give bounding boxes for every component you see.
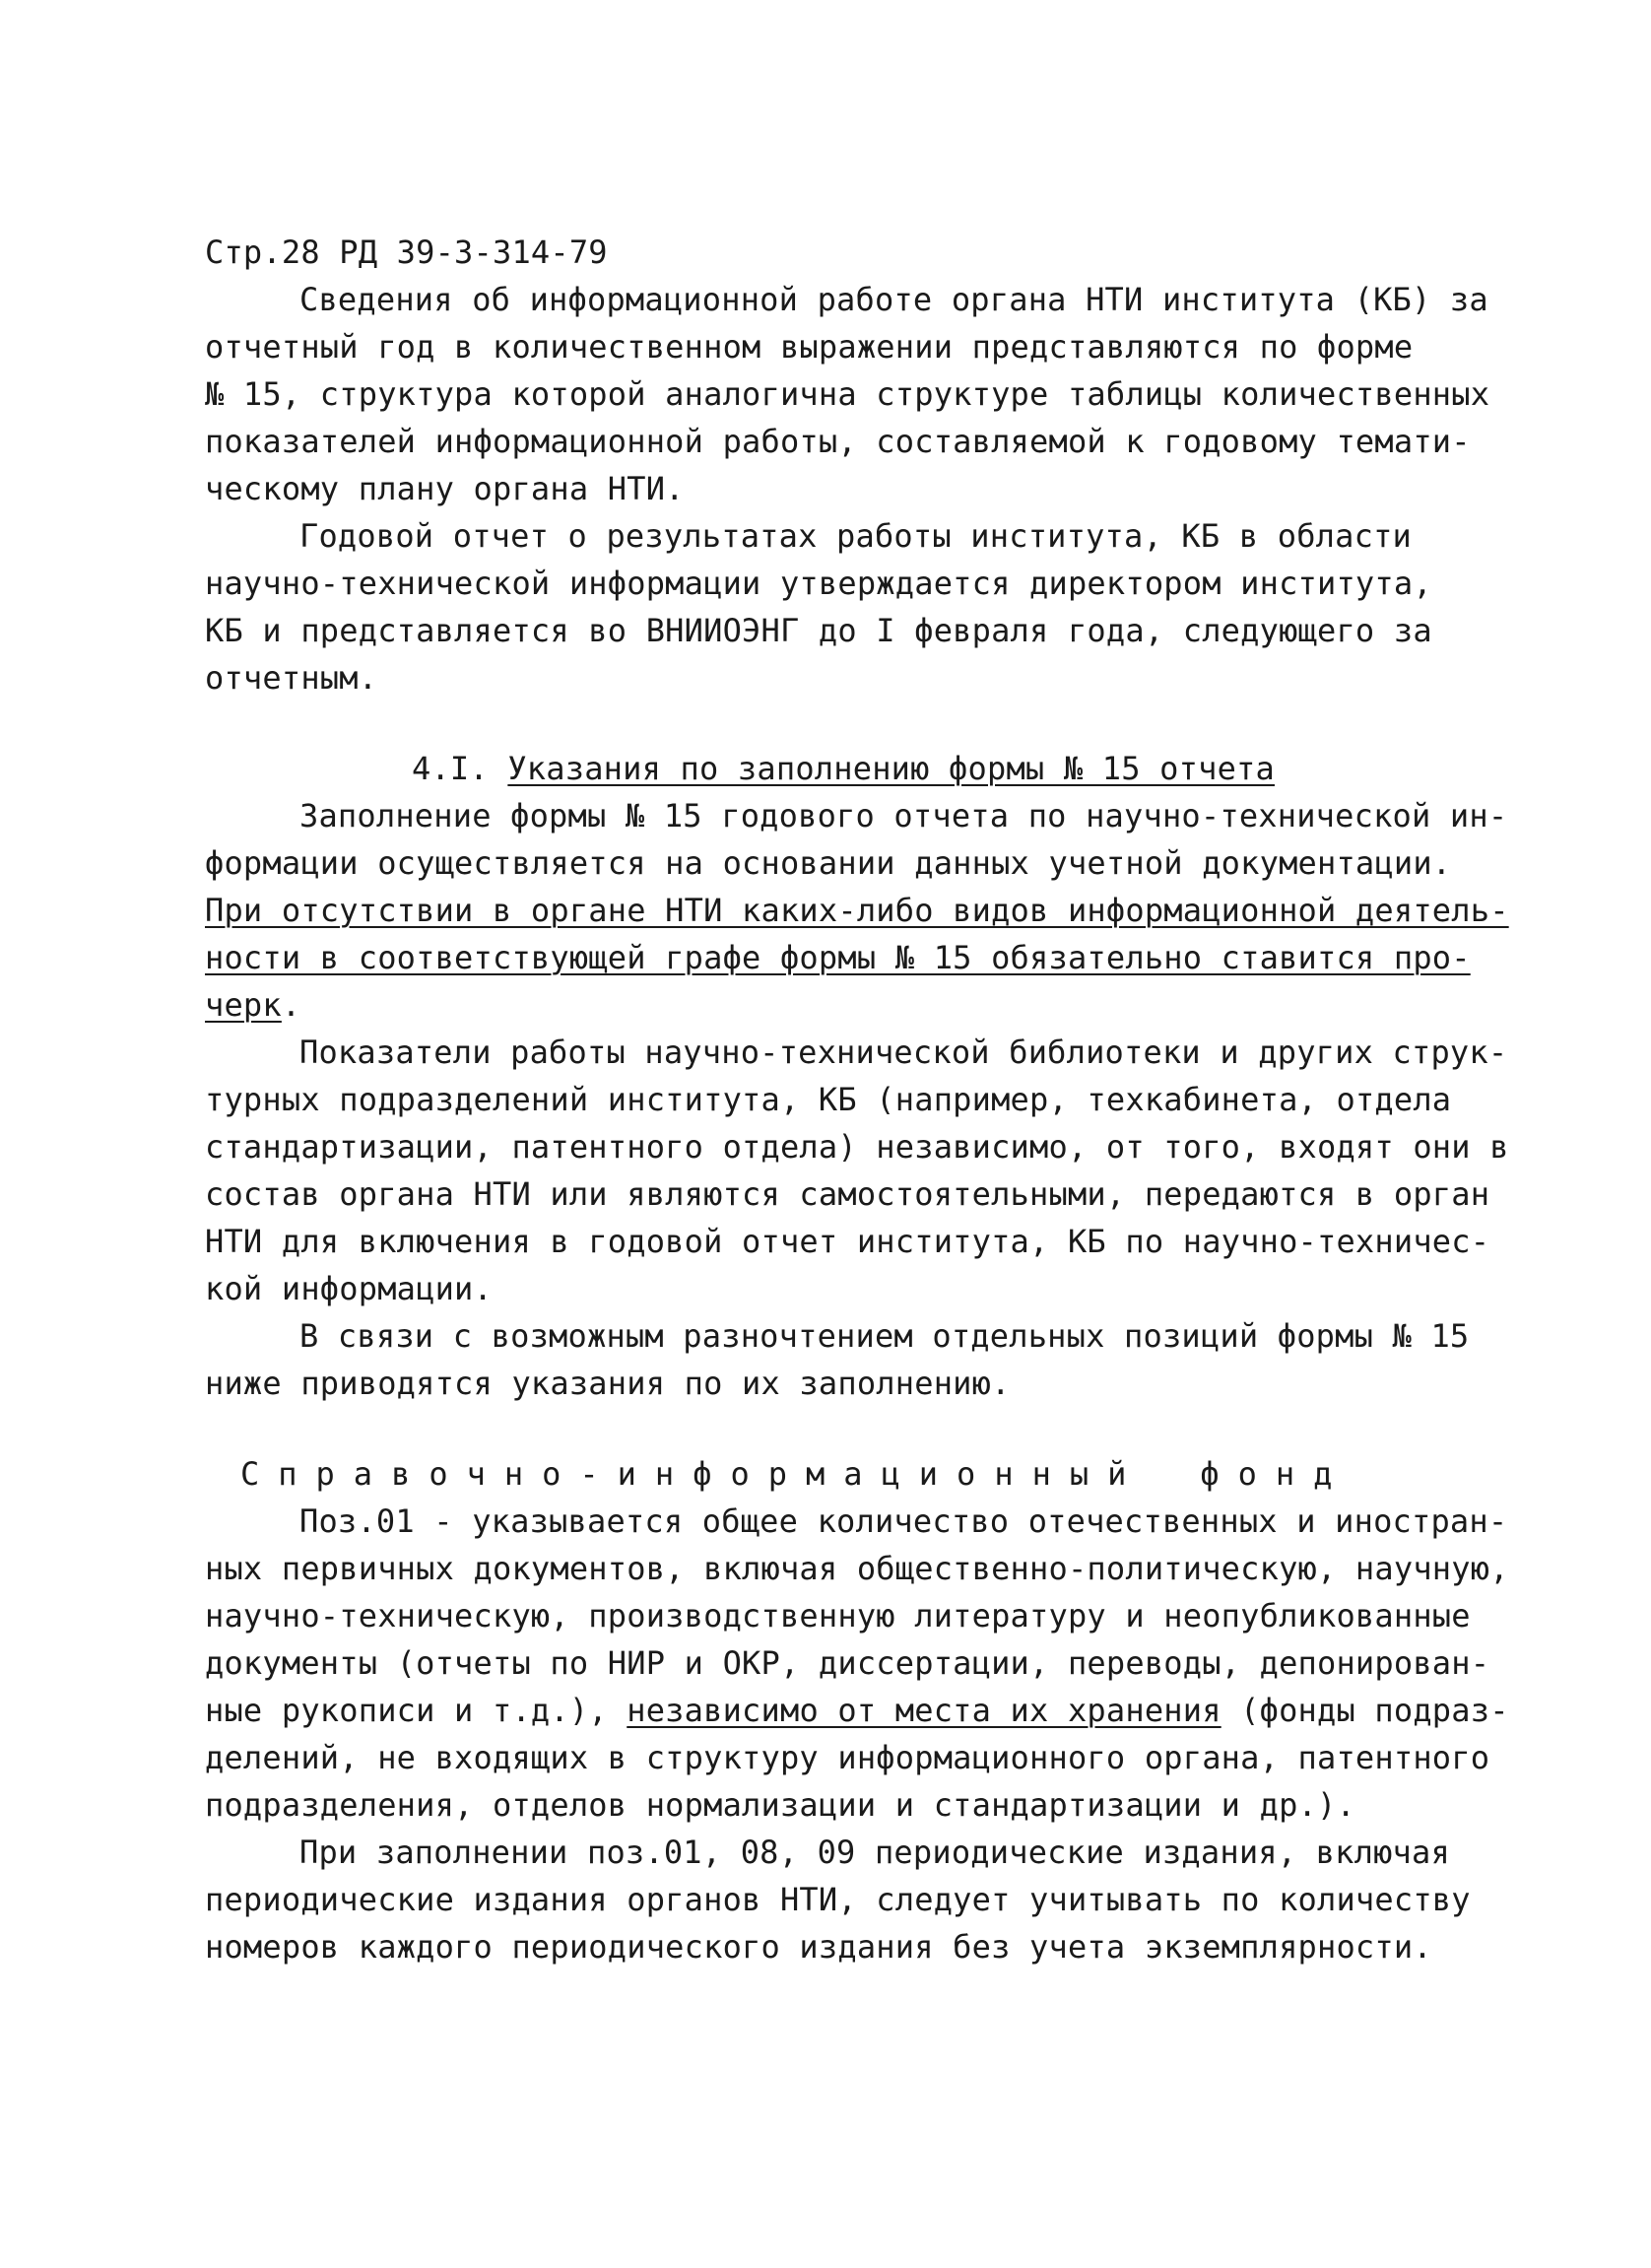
text-line: периодические издания органов НТИ, следует учитывать по количеству	[205, 1881, 1471, 1918]
sentence-end: .	[281, 986, 301, 1024]
text-line: ниже приводятся указания по их заполнению.	[205, 1365, 1011, 1402]
text-line: научно-техническую, производственную литературу и неопубликованные	[205, 1597, 1471, 1634]
text-line: № 15, структура которой аналогична структуре таблицы количественных	[205, 375, 1490, 413]
document-page	[205, 229, 1509, 1970]
text-line: отчетный год в количественном выражении представляются по форме	[205, 328, 1414, 366]
fund-heading-part-1: Справочно-информационный	[240, 1455, 1146, 1493]
text-line: Показатели работы научно-технической библиотеки и других струк-	[299, 1034, 1508, 1071]
fund-section-heading	[205, 1450, 1476, 1498]
text-line: научно-технической информации утверждается директором института,	[205, 565, 1432, 602]
text-line: делений, не входящих в структуру информационного органа, патентного	[205, 1739, 1490, 1776]
underlined-text-line: При отсутствии в органе НТИ каких-либо видов информационной деятель-	[205, 892, 1509, 929]
fund-paragraph-1	[205, 1498, 1509, 1829]
text-line: турных подразделений института, КБ (например, техкабинета, отдела	[205, 1081, 1452, 1118]
text-segment: (фонды подраз-	[1221, 1692, 1509, 1729]
text-line: ческому плану органа НТИ.	[205, 470, 685, 507]
section-heading-4-1	[205, 745, 1476, 792]
text-line: состав органа НТИ или являются самостоятельными, передаются в орган	[205, 1175, 1490, 1213]
fund-heading-part-2: фонд	[1200, 1455, 1352, 1493]
page-header: Стр.28 РД 39-3-314-79	[205, 233, 608, 271]
text-line: формации осуществляется на основании данных учетной документации.	[205, 844, 1452, 882]
text-segment: ные рукописи и т.д.),	[205, 1692, 627, 1729]
text-line: Поз.01 - указывается общее количество отечественных и иностран-	[299, 1502, 1508, 1540]
underlined-text: черк	[205, 986, 282, 1024]
section-title: Указания по заполнению формы № 15 отчета	[507, 750, 1275, 787]
section-number: 4.I.	[412, 750, 489, 787]
text-line: Сведения об информационной работе органа НТИ института (КБ) за	[299, 281, 1488, 318]
text-line: ных первичных документов, включая общественно-политическую, научную,	[205, 1550, 1509, 1587]
text-line: НТИ для включения в годовой отчет института, КБ по научно-техничес-	[205, 1223, 1490, 1260]
text-line: кой информации.	[205, 1270, 493, 1307]
text-line: документы (отчеты по НИР и ОКР, диссертации, переводы, депонирован-	[205, 1644, 1490, 1682]
section-4-1-paragraph-2	[205, 1029, 1509, 1312]
text-line: Заполнение формы № 15 годового отчета по научно-технической ин-	[299, 797, 1508, 834]
text-line: стандартизации, патентного отдела) независимо, от того, входят они в	[205, 1128, 1509, 1166]
section-4-1-paragraph-3	[205, 1312, 1476, 1407]
text-line: Годовой отчет о результатах работы института, КБ в области	[299, 517, 1413, 555]
text-line: отчетным.	[205, 659, 378, 697]
underlined-text: независимо от места их хранения	[627, 1692, 1222, 1729]
text-line: показателей информационной работы, составляемой к годовому темати-	[205, 423, 1471, 460]
section-4-1-paragraph-1	[205, 792, 1509, 1029]
text-line: В связи с возможным разночтением отдельных позиций формы № 15	[299, 1317, 1470, 1355]
text-line: номеров каждого периодического издания без учета экземплярности.	[205, 1928, 1432, 1966]
text-line: подразделения, отделов нормализации и стандартизации и др.).	[205, 1786, 1355, 1824]
text-line: КБ и представляется во ВНИИОЭНГ до I февраля года, следующего за	[205, 612, 1432, 649]
underlined-text-line: ности в соответствующей графе формы № 15 обязательно ставится про-	[205, 939, 1471, 976]
intro-paragraph-2	[205, 512, 1476, 701]
intro-paragraph-1	[205, 276, 1490, 512]
fund-paragraph-2	[205, 1829, 1476, 1970]
text-line: При заполнении поз.01, 08, 09 периодические издания, включая	[299, 1834, 1450, 1871]
